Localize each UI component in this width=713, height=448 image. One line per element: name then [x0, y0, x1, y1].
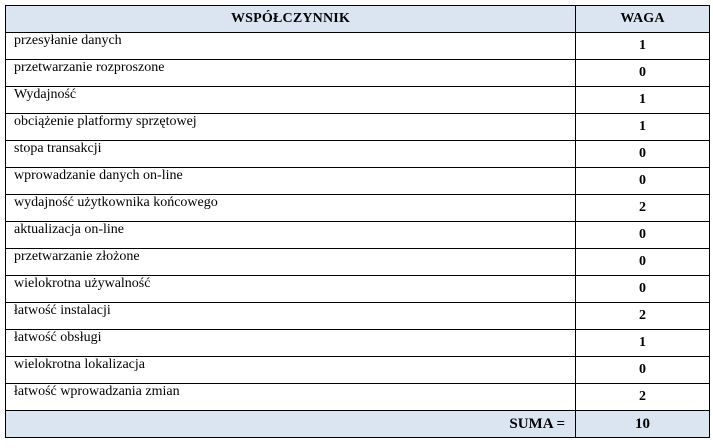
table-row: [6, 141, 710, 168]
factor-cell: stopa transakcji: [6, 141, 576, 168]
header-row: [6, 6, 710, 33]
factor-cell: wielokrotna lokalizacja: [6, 357, 576, 384]
weight-cell: 2: [576, 384, 710, 411]
factor-cell: obciążenie platformy sprzętowej: [6, 114, 576, 141]
table-row: [6, 114, 710, 141]
factor-cell: łatwość wprowadzania zmian: [6, 384, 576, 411]
table-row: [6, 249, 710, 276]
factor-cell: wydajność użytkownika końcowego: [6, 195, 576, 222]
sum-row: [6, 411, 710, 438]
weight-cell: 1: [576, 114, 710, 141]
factor-cell: przesyłanie danych: [6, 33, 576, 60]
sum-value: 10: [576, 411, 710, 438]
factor-cell: łatwość instalacji: [6, 303, 576, 330]
table-row: [6, 168, 710, 195]
weight-cell: 0: [576, 276, 710, 303]
table-row: [6, 276, 710, 303]
table-row: [6, 330, 710, 357]
table-row: [6, 303, 710, 330]
factor-cell: przetwarzanie złożone: [6, 249, 576, 276]
weight-cell: 1: [576, 87, 710, 114]
weight-column-header: WAGA: [576, 6, 710, 33]
weight-cell: 0: [576, 357, 710, 384]
factor-cell: łatwość obsługi: [6, 330, 576, 357]
table-header: [6, 6, 710, 33]
factor-cell: wprowadzanie danych on-line: [6, 168, 576, 195]
factor-cell: wielokrotna używalność: [6, 276, 576, 303]
table-row: [6, 195, 710, 222]
table-row: [6, 384, 710, 411]
weight-cell: 0: [576, 60, 710, 87]
sum-label: SUMA =: [6, 411, 576, 438]
factor-cell: przetwarzanie rozproszone: [6, 60, 576, 87]
weights-table: [5, 5, 710, 438]
table-row: [6, 60, 710, 87]
weight-cell: 0: [576, 222, 710, 249]
weight-cell: 0: [576, 249, 710, 276]
table-footer: [6, 411, 710, 438]
weight-cell: 1: [576, 33, 710, 60]
weight-cell: 2: [576, 195, 710, 222]
table-row: [6, 87, 710, 114]
weight-cell: 2: [576, 303, 710, 330]
factor-cell: Wydajność: [6, 87, 576, 114]
weight-cell: 0: [576, 168, 710, 195]
table-row: [6, 222, 710, 249]
factor-cell: aktualizacja on-line: [6, 222, 576, 249]
table-row: [6, 33, 710, 60]
table-body: [6, 33, 710, 411]
weight-cell: 0: [576, 141, 710, 168]
weight-cell: 1: [576, 330, 710, 357]
table-row: [6, 357, 710, 384]
factor-column-header: WSPÓŁCZYNNIK: [6, 6, 576, 33]
